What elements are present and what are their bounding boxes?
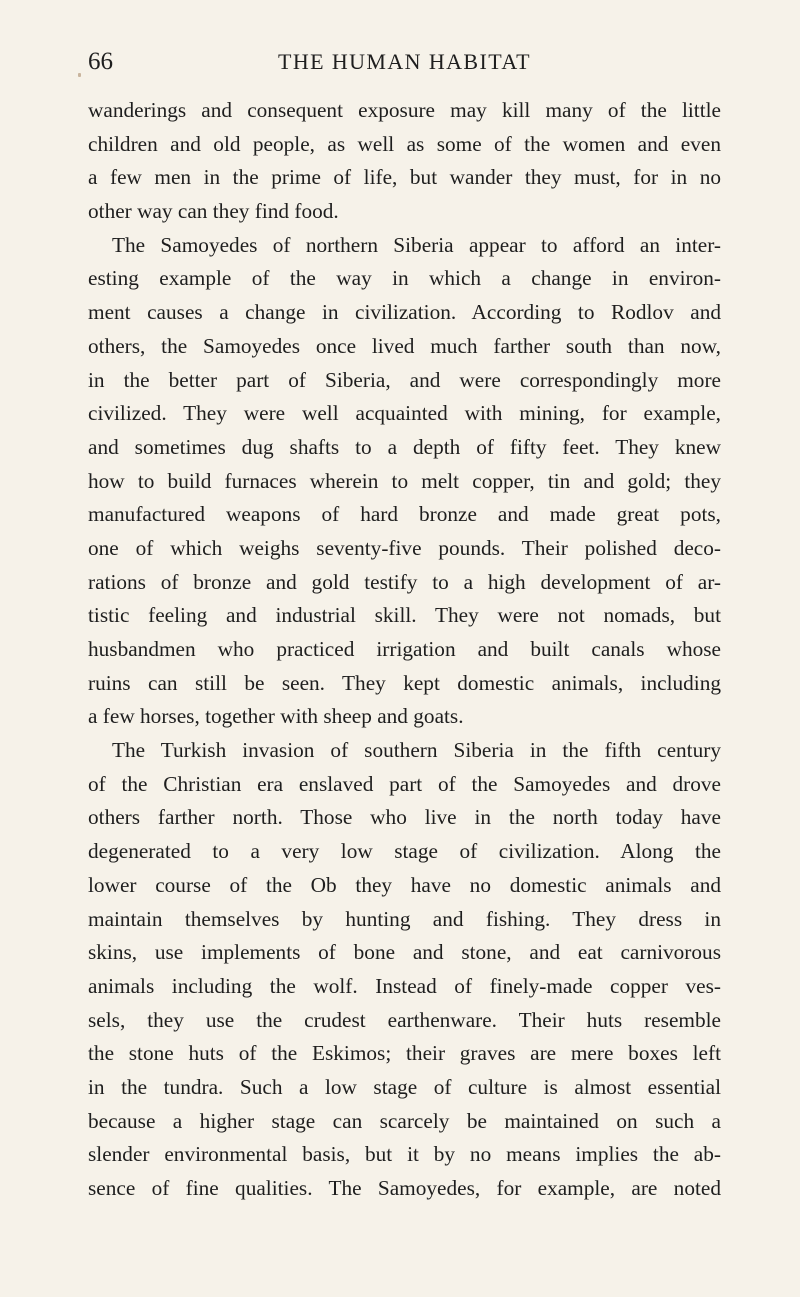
- text-line: degenerated to a very low stage of civilization. Along the: [88, 839, 721, 864]
- running-title: THE HUMAN HABITAT: [277, 49, 532, 74]
- text-line: civilized. They were well acquainted with mining, for example,: [88, 401, 721, 426]
- text-line: others farther north. Those who live in the north today have: [88, 805, 721, 830]
- text-line: maintain themselves by hunting and fishing. They dress in: [88, 906, 721, 931]
- text-line: in the tundra. Such a low stage of culture is almost essential: [88, 1074, 721, 1099]
- text-line: lower course of the Ob they have no domestic animals and: [88, 872, 721, 897]
- text-line: sels, they use the crudest earthenware. Their huts resemble: [88, 1007, 721, 1032]
- page-header: [88, 44, 721, 80]
- text-line: and sometimes dug shafts to a depth of fifty feet. They knew: [88, 434, 721, 459]
- text-line: how to build furnaces wherein to melt copper, tin and gold; they: [88, 468, 721, 493]
- text-line: wanderings and consequent exposure may kill many of the little: [88, 98, 721, 122]
- text-line: skins, use implements of bone and stone, and eat carnivorous: [88, 940, 721, 965]
- text-line: other way can they find food.: [88, 199, 339, 224]
- print-speck: [78, 73, 81, 77]
- text-line: in the better part of Siberia, and were correspondingly more: [88, 367, 721, 392]
- text-line: the stone huts of the Eskimos; their graves are mere boxes left: [88, 1041, 721, 1066]
- text-line: because a higher stage can scarcely be maintained on such a: [88, 1108, 721, 1133]
- text-line: a few men in the prime of life, but wander they must, for in no: [88, 165, 721, 190]
- text-line: manufactured weapons of hard bronze and made great pots,: [88, 502, 721, 527]
- text-line: ment causes a change in civilization. According to Rodlov and: [88, 300, 721, 325]
- text-line: esting example of the way in which a change in environ-: [88, 266, 721, 291]
- text-line: The Turkish invasion of southern Siberia in the fifth century: [112, 738, 721, 763]
- text-line: rations of bronze and gold testify to a high development of ar-: [88, 569, 721, 594]
- body-text: [88, 94, 721, 1206]
- text-line: a few horses, together with sheep and goats.: [88, 704, 464, 729]
- text-line: animals including the wolf. Instead of finely-made copper ves-: [88, 973, 721, 998]
- text-line: others, the Samoyedes once lived much farther south than now,: [88, 333, 721, 358]
- text-line: one of which weighs seventy-five pounds. Their polished deco-: [88, 535, 721, 560]
- text-line: The Samoyedes of northern Siberia appear to afford an inter-: [112, 232, 721, 257]
- page-number: 66: [88, 48, 113, 75]
- text-line: husbandmen who practiced irrigation and built canals whose: [88, 637, 721, 661]
- text-line: of the Christian era enslaved part of the Samoyedes and drove: [88, 771, 721, 796]
- text-line: children and old people, as well as some of the women and even: [88, 131, 721, 156]
- text-line: ruins can still be seen. They kept domestic animals, including: [88, 670, 721, 695]
- text-line: sence of fine qualities. The Samoyedes, for example, are noted: [88, 1176, 721, 1200]
- text-line: tistic feeling and industrial skill. They were not nomads, but: [88, 603, 721, 628]
- text-line: slender environmental basis, but it by no means implies the ab-: [88, 1142, 721, 1167]
